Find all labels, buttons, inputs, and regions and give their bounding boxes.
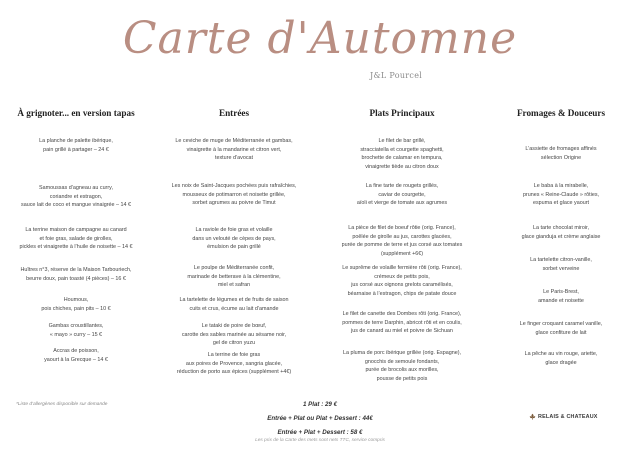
- menu-item-line: carotte des sables marinée au sésame noir,: [181, 331, 287, 338]
- menu-item: [328, 264, 476, 299]
- menu-item-line: glace dragée: [545, 359, 577, 366]
- menu-item: [487, 256, 635, 273]
- menu-item: [2, 266, 150, 283]
- menu-item-line: Gambas croustillantes,: [48, 323, 104, 329]
- menu-item-line: La raviole de foie gras et volaille: [195, 227, 273, 233]
- menu-item-line: pousse de petits pois: [376, 376, 428, 383]
- menu-item: [2, 226, 150, 252]
- menu-item-line: prunes « Reine-Claude » rôties,: [522, 191, 600, 198]
- menu-item-line: sélection Origine: [540, 154, 582, 161]
- menu-item-line: yaourt à la Grecque – 14 €: [44, 356, 108, 363]
- menu-item-line: vinaigrette tiède au citron doux: [365, 164, 439, 171]
- menu-item-line: amande et noisette: [538, 297, 584, 304]
- menu-item-line: La terrine de foie gras: [207, 352, 261, 358]
- column-heading: Fromages & Douceurs: [516, 108, 606, 118]
- menu-item-line: pois chiches, pain pits – 10 €: [41, 305, 111, 312]
- menu-item-line: espuma et glace yaourt: [532, 200, 590, 207]
- menu-item-line: pain grillé à partager – 24 €: [43, 146, 109, 153]
- menu-item-line: et foie gras, salade de girolles,: [39, 235, 113, 242]
- price-line: 1 Plat : 29 €: [302, 401, 338, 408]
- menu-item-line: stracciatella et courgette spaghetti,: [360, 146, 444, 153]
- menu-item-line: Le suprême de volaille fermière rôti (orig. France),: [342, 265, 462, 271]
- menu-item-line: crémeux de petits pois,: [374, 273, 430, 280]
- footer-note: Les prix de la Carte des mets sont nets TTC, service compris: [255, 438, 385, 443]
- menu-item: [487, 320, 635, 337]
- menu-item-line: La tartelette de légumes et de fruits de saison: [179, 297, 289, 303]
- menu-item-line: Le finger croquant caramel vanille,: [519, 321, 603, 327]
- menu-item-line: Le Paris-Brest,: [543, 289, 579, 295]
- menu-item: [160, 322, 308, 348]
- menu-item-line: Houmous,: [63, 297, 89, 303]
- column-heading: Entrées: [218, 108, 250, 118]
- menu-item-line: coriandre et estragon,: [49, 193, 103, 200]
- menu-item-line: réduction de porto aux épices (supplément +4€): [176, 369, 292, 376]
- menu-item-line: Les noix de Saint-Jacques pochées puis rafraîchies,: [171, 183, 297, 189]
- menu-item-line: glace confiture de lait: [535, 329, 587, 336]
- menu-item: [487, 145, 635, 162]
- menu-item: [160, 137, 308, 163]
- menu-item: [2, 296, 150, 313]
- menu-item: [487, 350, 635, 367]
- menu-item-line: (supplément +6€): [380, 251, 424, 258]
- menu-item-line: texture d’avocat: [214, 155, 254, 162]
- menu-item-line: La pêche au vin rouge, ariette,: [524, 351, 598, 357]
- menu-item-line: Le filet de bar grillé,: [378, 138, 426, 144]
- menu-item-line: brochette de calamar en tempura,: [361, 155, 443, 162]
- menu-item-line: pickles et vinaigrette à l’huile de noisette – 14 €: [19, 244, 133, 251]
- menu-item-line: Le filet de canette des Dombes rôti (orig. France),: [342, 311, 462, 317]
- menu-item: [2, 322, 150, 339]
- signature: J&L Pourcel: [370, 71, 423, 80]
- column-grignoter: [2, 108, 150, 363]
- menu-item-line: caviar de courgette,: [378, 191, 426, 198]
- menu-item-line: La terrine maison de campagne au canard: [25, 227, 127, 233]
- menu-item-line: poêlée de girolle au jus, carottes glacées,: [352, 233, 452, 240]
- menu-item: [328, 349, 476, 384]
- menu-item: [160, 264, 308, 290]
- menu-item-line: La tartelette citron-vanille,: [530, 257, 592, 263]
- menu-item-line: sorbet verveine: [542, 265, 580, 272]
- menu-item-line: La tarte chocolat miroir,: [532, 225, 590, 231]
- menu-item-line: sauce lait de coco et mangue vinaigrée – 14 €: [21, 202, 131, 209]
- menu-item-line: La pluma de porc ibérique grillée (orig. Espagne),: [342, 350, 462, 356]
- menu-item-line: La pièce de filet de boeuf rôtie (orig. France),: [348, 225, 456, 231]
- price-line: Entrée + Plat ou Plat + Dessert : 44€: [267, 415, 373, 422]
- menu-item-line: « mayo » curry – 15 €: [49, 331, 103, 338]
- menu-item-line: mousseux de potimarron et noisette grillée,: [182, 191, 286, 198]
- column-heading: Plats Principaux: [369, 108, 435, 118]
- menu-item: [2, 137, 150, 154]
- column-desserts: [487, 108, 635, 366]
- menu-item: [487, 288, 635, 305]
- menu-item-line: béarnaise à l’estragon, chips de patate douce: [347, 291, 457, 298]
- menu-item-line: Le baba à la mirabelle,: [533, 183, 589, 189]
- menu-item-line: aux poires de Provence, sangria glacée,: [185, 360, 283, 367]
- menu-item-line: gnocchis de semoule fondants,: [364, 358, 440, 365]
- menu-item: [487, 224, 635, 241]
- relais-chateaux-logo: [529, 413, 598, 420]
- menu-item-line: Accras de poisson,: [53, 348, 99, 354]
- menu-item-line: Le poulpe de Méditerranée confit,: [193, 265, 275, 271]
- menu-item: [328, 224, 476, 259]
- menu-item: [328, 137, 476, 172]
- menu-item-line: marinade de betterave à la clémentine,: [187, 273, 281, 280]
- menu-item-line: dans un velouté de cèpes de pays,: [192, 235, 276, 242]
- menu-title: Carte d'Automne: [122, 13, 518, 64]
- menu-item-line: purée de pomme de terre et jus corsé aux tomates: [341, 242, 463, 249]
- menu-item: [160, 296, 308, 313]
- allergen-note: *Liste d’allergènes disponible sur demande: [16, 402, 108, 407]
- menu-item: [328, 182, 476, 208]
- menu-item-line: jus corsé aux oignons grelots caramélisés,: [351, 282, 453, 289]
- menu-item-line: Le ceviche de muge de Méditerranée et gambas,: [175, 138, 293, 144]
- menu-item-line: La planche de palette ibérique,: [39, 138, 113, 144]
- menu-item-line: purée de brocolis aux morilles,: [365, 367, 439, 374]
- menu-item: [160, 182, 308, 208]
- menu-item-line: beurre doux, pain toasté (4 pièces) – 16 €: [26, 275, 126, 282]
- menu-item: [2, 347, 150, 364]
- menu-item-line: Huîtres n°3, réserve de la Maison Tarbouriech,: [20, 267, 132, 273]
- menu-item-line: L’assiette de fromages affinés: [525, 146, 597, 152]
- price-line: Entrée + Plat + Dessert : 58 €: [277, 429, 363, 436]
- menu-item-line: pommes de terre Darphin, abricot rôti et en coulis,: [342, 319, 462, 326]
- menu-item-line: sorbet agrumes au poivre de Timut: [192, 200, 276, 207]
- menu-item-line: miel et safran: [217, 282, 251, 289]
- fleur-icon: [529, 413, 536, 420]
- column-heading: À grignoter... en version tapas: [17, 108, 135, 118]
- menu-item: [2, 184, 150, 210]
- menu-item-line: jus de canard au miel et poivre de Sichuan: [351, 328, 453, 335]
- menu-item-line: La fine tarte de rougets grillés,: [365, 183, 439, 189]
- brand-name: RELAIS & CHATEAUX: [538, 413, 598, 420]
- menu-item: [487, 182, 635, 208]
- menu-item: [328, 310, 476, 336]
- column-entrees: [160, 108, 308, 376]
- menu-item-line: glace gianduja et crème anglaise: [521, 233, 601, 240]
- menu-item-line: gel de citron yuzu: [212, 340, 256, 347]
- column-plats: [328, 108, 476, 383]
- menu-item-line: Samoussas d’agneau au curry,: [39, 185, 113, 191]
- menu-item-line: cuits et crus, écume au lait d’amande: [189, 305, 279, 312]
- menu-item-line: vinaigrette à la mandarine et citron vert,: [186, 146, 282, 153]
- menu-item-line: émulsion de pain grillé: [207, 244, 261, 251]
- menu-item: [160, 226, 308, 252]
- menu-item-line: Le tataki de poire de bœuf,: [201, 323, 267, 329]
- menu-item: [160, 351, 308, 377]
- menu-item-line: aïoli et vierge de tomate aux agrumes: [356, 200, 448, 207]
